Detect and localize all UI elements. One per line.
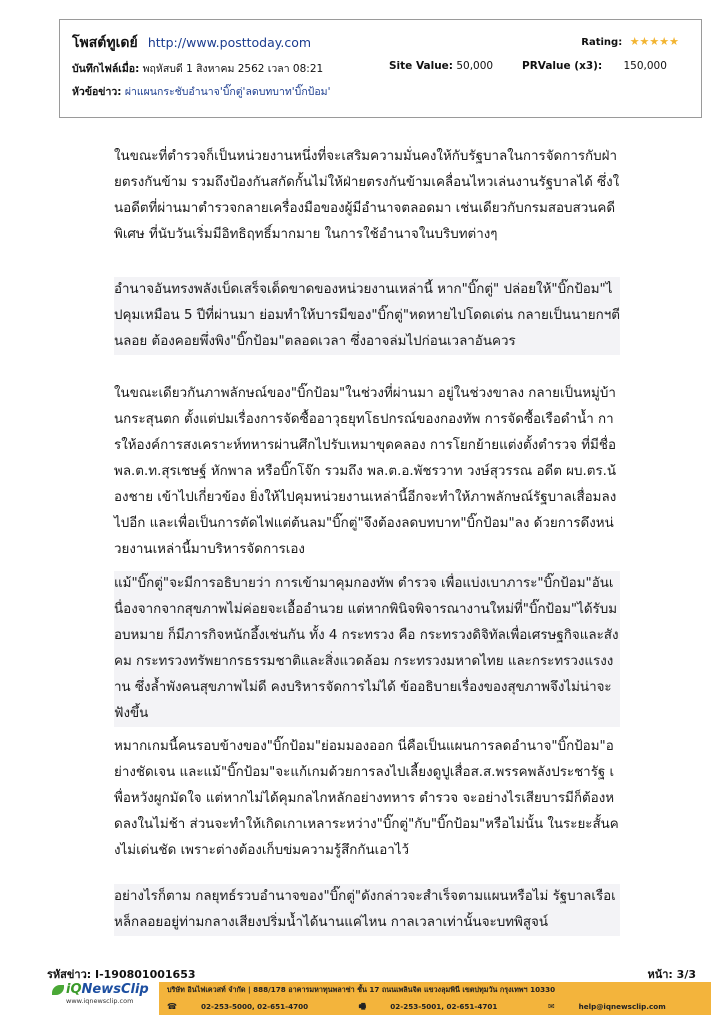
- phone-number: 02-253-5000, 02-651-4700: [200, 1002, 309, 1011]
- news-code-label: รหัสข่าว:: [47, 968, 92, 981]
- logo-url: www.iqnewsclip.com: [66, 997, 134, 1005]
- fax-item: [359, 1002, 522, 1011]
- article-paragraph: ในขณะเดียวกันภาพลักษณ์ของ"บิ๊กป้อม"ในช่วงที่ผ่านมา อยู่ในช่วงขาลง กลายเป็นหมู่บ้านกระสุนตก ตั้งแต่ปมเรื่องการจัดซื้ออาวุธยุทโธปกรณ์ของกองทัพ การจัดซื้อเรือดำน้ำ การให้องค์การสงเคราะห์ทหารผ่านศึกไปรับเหมาขุดคลอง การโยกย้ายแต่งตั้งตำรวจ ที่มีชื่อ พล.ต.ท.สุรเชษฐ์ หักพาล หรือบิ๊กโจ๊ก รวมถึง พล.ต.อ.พัชรวาท วงษ์สุวรรณ อดีต ผบ.ตร.น้องชาย เข้าไปเกี่ยวข้อง ยิ่งให้ไปคุมหน่วยงานเหล่านี้อีกจะทำให้ภาพลักษณ์รัฐบาลเสื่อมลงไปอีก และเพื่อเป็นการตัดไฟแต่ต้นลม"บิ๊กตู่"จึงต้องลดบทบาท"บิ๊กป้อม"ลง ด้วยการดึงหน่วยงานเหล่านี้มาบริหารจัดการเอง: [114, 386, 617, 557]
- leaf-icon: [52, 985, 64, 995]
- rating-stars-icon: ★★★★★: [629, 35, 679, 48]
- iqnewsclip-logo: [52, 982, 152, 1018]
- news-code-value: I-190801001653: [95, 968, 196, 981]
- pr-value-label: PRValue (x3):: [522, 60, 603, 72]
- publication-name: โพสต์ทูเดย์: [72, 35, 138, 51]
- site-value-number: 50,000: [456, 60, 494, 72]
- logo-rest: NewsClip: [81, 982, 149, 997]
- topic-row: [72, 83, 330, 100]
- article-paragraph: หมากเกมนี้คนรอบข้างของ"บิ๊กป้อม"ย่อมมองออก นี่คือเป็นแผนการลดอำนาจ"บิ๊กป้อม"อย่างชัดเจน และแม้"บิ๊กป้อม"จะแก้เกมด้วยการลงไปเลี้ยงดูปูเสื่อส.ส.พรรคพลังประชารัฐ เพื่อหวังผูกมัดใจ แต่หากไม่ได้คุมกลไกหลักอย่างทหาร ตำรวจ จะอย่างไรเสียบารมีก็ต้องหดลงในไม่ช้า ส่วนจะทำให้เกิดเกาเหลาระหว่าง"บิ๊กตู่"กับ"บิ๊กป้อม"หรือไม่นั้น ในระยะสั้นคงไม่เด่นชัด เพราะต่างต้องเก็บข่มความรู้สึกกันเอาไว้: [114, 739, 619, 858]
- email-address[interactable]: help@iqnewsclip.com: [578, 1002, 666, 1011]
- rating: [581, 35, 679, 48]
- pr-value: [522, 60, 667, 72]
- logo-main: [52, 982, 152, 997]
- rating-label: Rating:: [581, 37, 623, 48]
- news-code: [47, 965, 196, 983]
- article-paragraph: อย่างไรก็ตาม กลยุทธ์รวบอำนาจของ"บิ๊กตู่"ดังกล่าวจะสำเร็จตามแผนหรือไม่ รัฐบาลเรือเหล็กลอยอยู่ท่ามกลางเสียงปริ่มน้ำได้นานแค่ไหน กาลเวลาเท่านั้นจะบทพิสูจน์: [114, 884, 620, 936]
- logo-iq: iQ: [66, 982, 82, 997]
- email-item: [548, 1002, 690, 1011]
- contact-bar: [159, 982, 711, 1015]
- email-icon: ✉: [547, 1002, 555, 1011]
- fax-number: 02-253-5001, 02-651-4701: [390, 1002, 498, 1011]
- article-paragraph: แม้"บิ๊กตู่"จะมีการอธิบายว่า การเข้ามาคุมกองทัพ ตำรวจ เพื่อแบ่งเบาภาระ"บิ๊กป้อม"อันเนื่องจากจากสุขภาพไม่ค่อยจะเอื้ออำนวย แต่หากพินิจพิจารณางานใหม่ที่"บิ๊กป้อม"ได้รับมอบหมาย ก็มีภารกิจหนักอึ้งเช่นกัน ทั้ง 4 กระทรวง คือ กระทรวงดิจิทัลเพื่อเศรษฐกิจและสังคม กระทรวงทรัพยากรธรรมชาติและสิ่งแวดล้อม กระทรวงมหาดไทย และกระทรวงแรงงาน ซึ่งล้ำพังคนสุขภาพไม่ดี คงบริหารจัดการไม่ได้ ข้ออธิบายเรื่องของสุขภาพจึงไม่น่าจะฟังขึ้น: [114, 571, 620, 727]
- phone-icon: ☎: [167, 1002, 177, 1011]
- pr-value-number: 150,000: [623, 60, 667, 72]
- page-label: หน้า:: [647, 968, 673, 981]
- site-value: [389, 60, 493, 72]
- date-value: พฤหัสบดี 1 สิงหาคม 2562 เวลา 08:21: [142, 63, 324, 75]
- article-paragraph: ในขณะที่ตำรวจก็เป็นหน่วยงานหนึ่งที่จะเสริมความมั่นคงให้กับรัฐบาลในการจัดการกับฝ่ายตรงกันข้าม รวมถึงป้องกันสกัดกั้นไม่ให้ฝ่ายตรงกันข้ามเคลื่อนไหวเล่นงานรัฐบาลได้ ซึ่งในอดีตที่ผ่านมาตำรวจกลายเครื่องมือของผู้มีอำนาจตลอดมา เช่นเดียวกับกรมสอบสวนคดีพิเศษ ที่นับวันเริ่มมีอิทธิฤทธิ์มากมาย ในการใช้อำนาจในบริบทต่างๆ: [114, 149, 620, 242]
- date-row: [72, 60, 323, 77]
- publication-url-link[interactable]: http://www.posttoday.com: [147, 35, 312, 50]
- company-address: บริษัท อินไฟเควสท์ จำกัด | 888/178 อาคารมหาทุนพลาซ่า ชั้น 17 ถนนเพลินจิต แขวงลุมพินี เขตปทุมวัน กรุงเทพฯ 10330: [167, 985, 556, 994]
- contact-details: [167, 1001, 711, 1015]
- phone-item: [167, 1002, 332, 1011]
- topic-label: หัวข้อข่าว:: [72, 86, 122, 98]
- article-paragraph: อำนาจอันทรงพลังเบ็ดเสร็จเด็ดขาดของหน่วยงานเหล่านี้ หาก"บิ๊กตู่" ปล่อยให้"บิ๊กป้อม"ไปคุมเหมือน 5 ปีที่ผ่านมา ย่อมทำให้บารมีของ"บิ๊กตู่"หดหายไปโดดเด่น กลายเป็นนายกฯตีนลอย ต้องคอยพึ่งพิง"บิ๊กป้อม"ตลอดเวลา ซึ่งอาจล่มไปก่อนเวลาอันควร: [114, 277, 620, 355]
- fax-icon: 🖷: [358, 1002, 367, 1011]
- page-number: [647, 965, 696, 983]
- page-value: 3/3: [676, 968, 696, 981]
- topic-link[interactable]: ผ่าแผนกระชับอำนาจ'บิ๊กตู่'ลดบทบาท'บิ๊กป้อม': [124, 86, 331, 98]
- header-box: [59, 19, 702, 118]
- publication-row: [72, 32, 311, 54]
- date-label: บันทึกไฟล์เมื่อ:: [72, 63, 140, 75]
- site-value-label: Site Value:: [389, 60, 453, 72]
